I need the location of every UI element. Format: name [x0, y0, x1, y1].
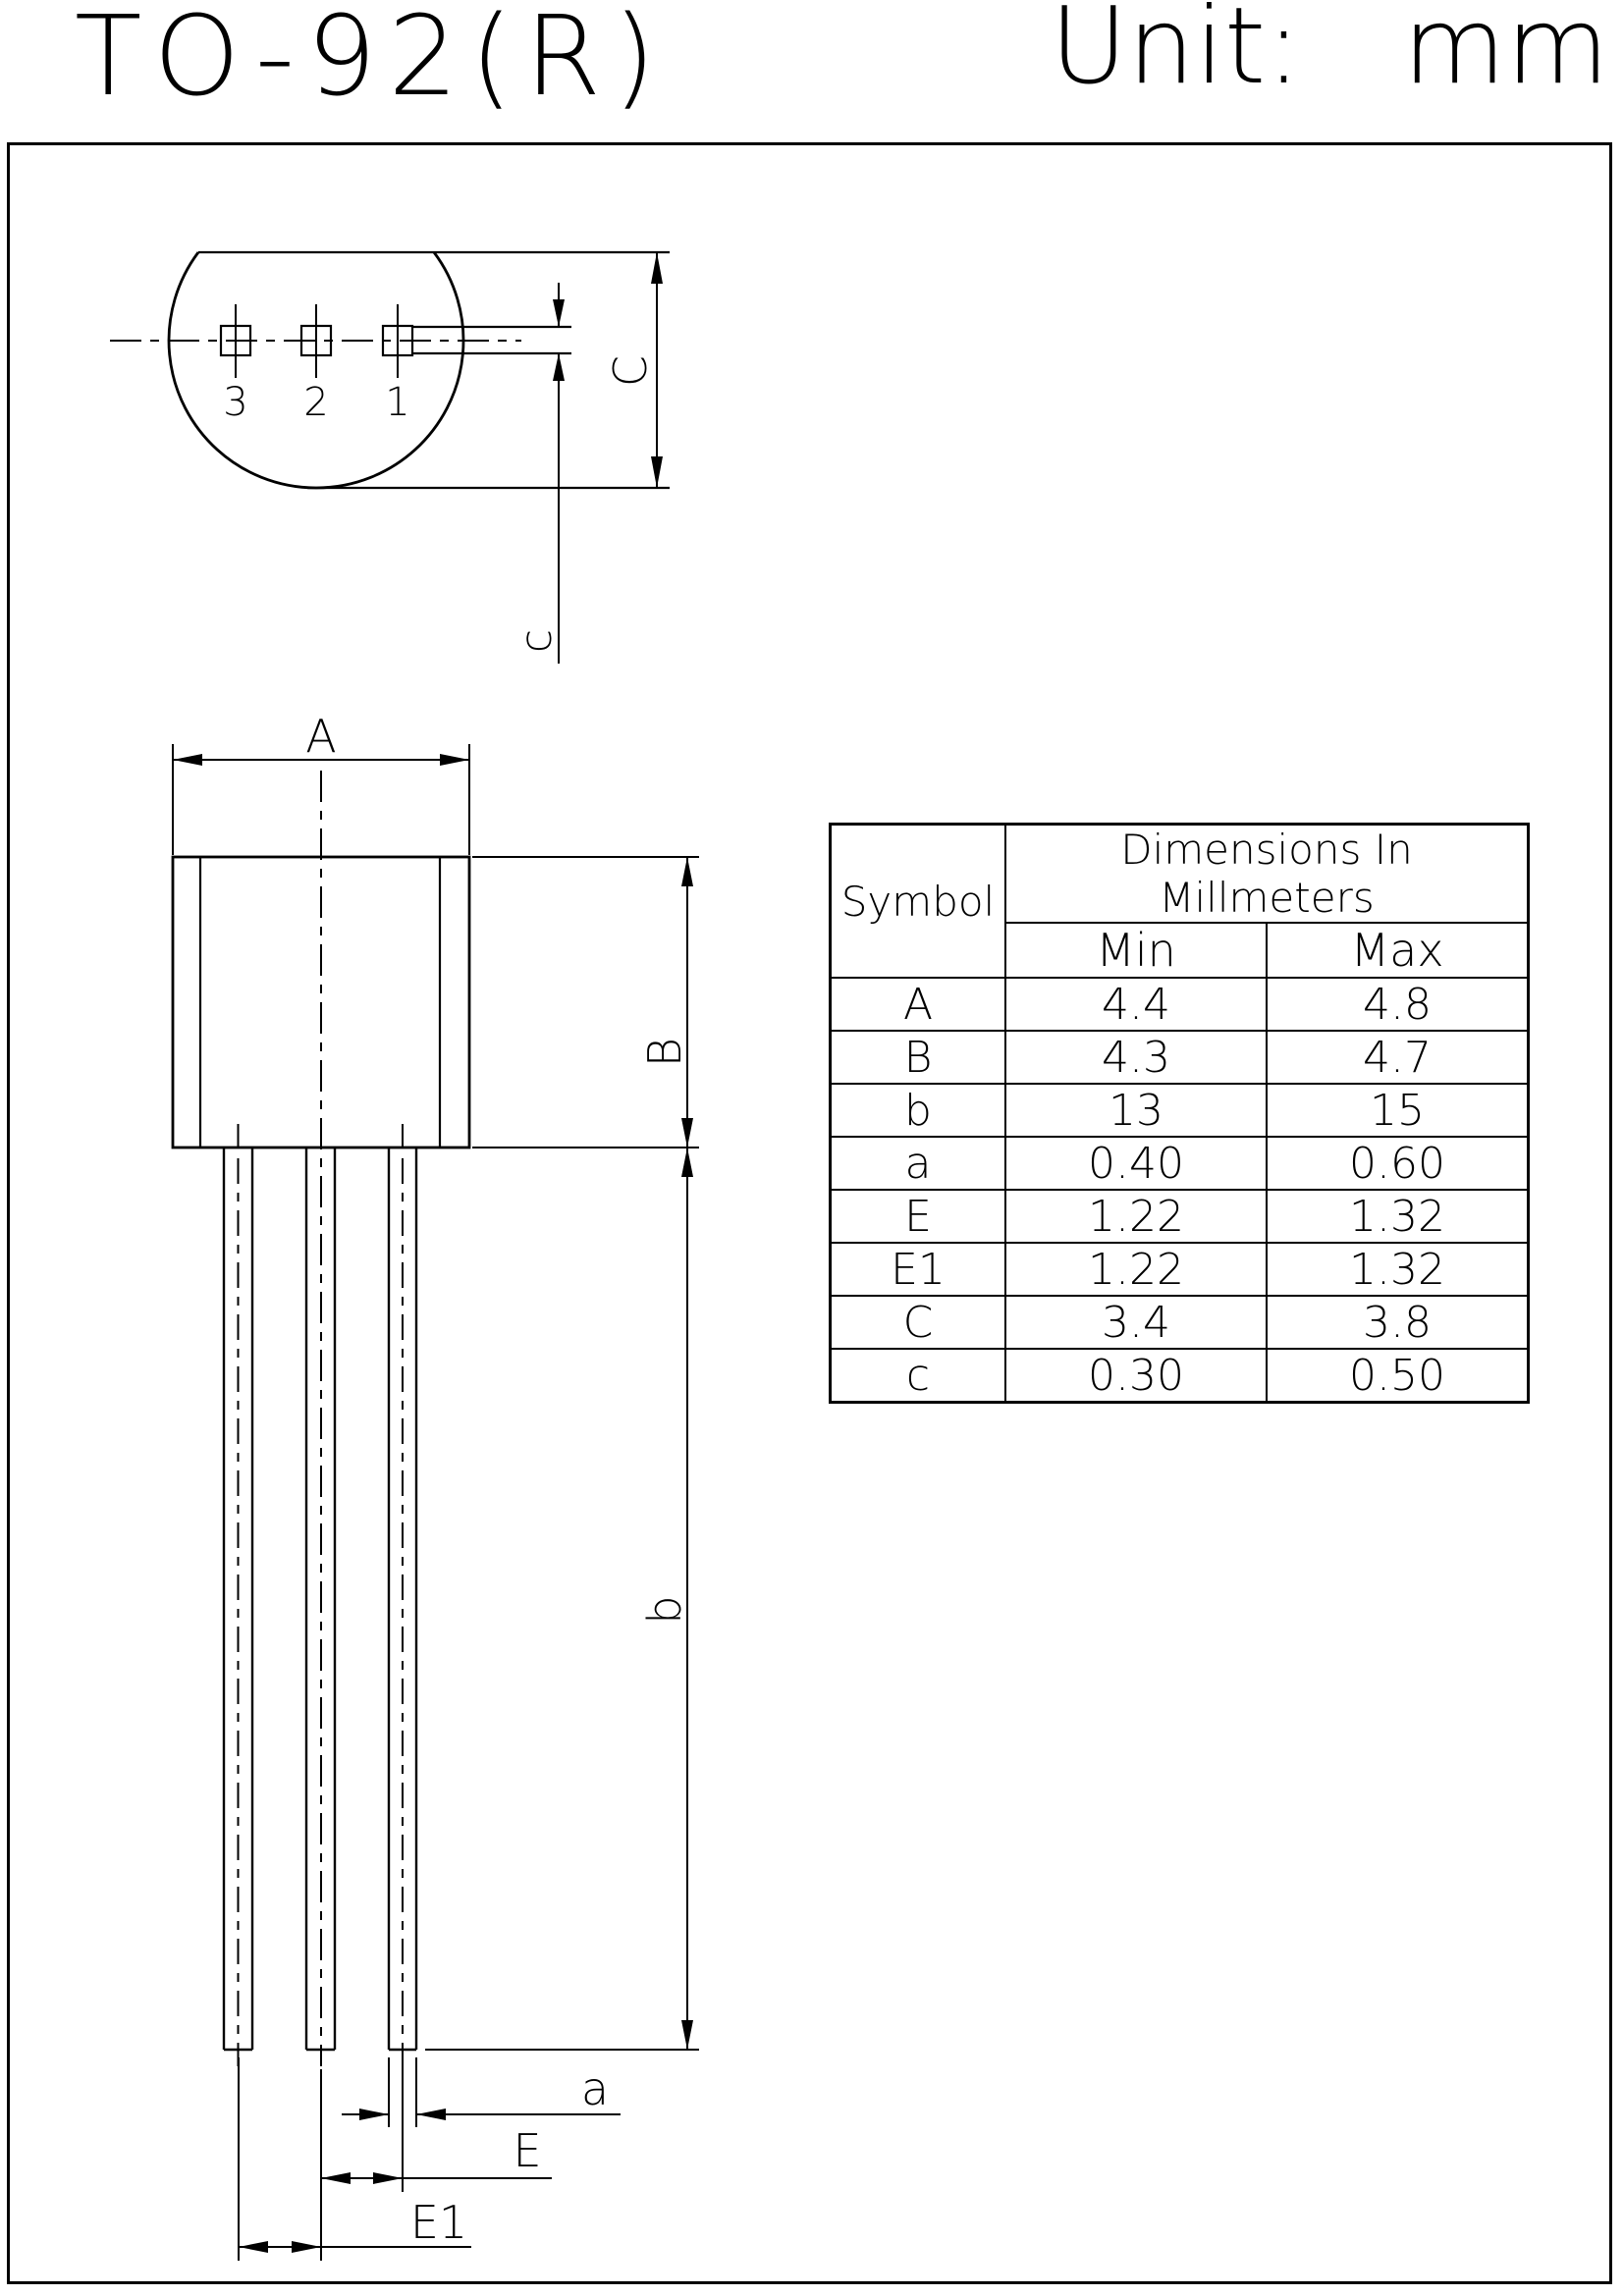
dimension-a: [342, 2057, 621, 2127]
table-header-dimensions: Dimensions In Millmeters: [1005, 825, 1529, 924]
table-header-max: Max: [1267, 923, 1529, 978]
table-row: [831, 1031, 1529, 1084]
max-cell: 0.60: [1267, 1137, 1529, 1190]
table-row: [831, 1349, 1529, 1403]
table-row: [831, 1190, 1529, 1243]
max-cell: 1.32: [1267, 1190, 1529, 1243]
unit-label: Unit: mm: [1050, 0, 1609, 108]
symbol-cell: b: [831, 1084, 1006, 1137]
table-row: [831, 1243, 1529, 1296]
table-header-symbol: Symbol: [831, 825, 1006, 979]
dim-label-C: C: [604, 354, 657, 388]
pin-2-label: 2: [303, 380, 329, 425]
symbol-cell: C: [831, 1296, 1006, 1349]
min-cell: 1.22: [1005, 1243, 1267, 1296]
dimension-B: [472, 857, 699, 1148]
dim-label-E: E: [513, 2124, 542, 2177]
table-row: [831, 1296, 1529, 1349]
top-view: [110, 252, 670, 664]
symbol-cell: B: [831, 1031, 1006, 1084]
min-cell: 4.3: [1005, 1031, 1267, 1084]
lead-1: [389, 1124, 416, 2066]
symbol-cell: a: [831, 1137, 1006, 1190]
symbol-cell: c: [831, 1349, 1006, 1403]
dim-label-B: B: [638, 1037, 691, 1068]
package-title: TO-92(R): [75, 0, 668, 121]
min-cell: 1.22: [1005, 1190, 1267, 1243]
dimension-c: [553, 283, 565, 664]
table-header-min: Min: [1005, 923, 1267, 978]
dim-label-E1: E1: [409, 2196, 468, 2249]
dim-label-A: A: [305, 710, 337, 763]
dimensions-table: [829, 823, 1530, 1404]
front-view: [173, 710, 699, 2261]
symbol-cell: E1: [831, 1243, 1006, 1296]
lead-3: [224, 1124, 252, 2066]
max-cell: 1.32: [1267, 1243, 1529, 1296]
symbol-cell: A: [831, 978, 1006, 1031]
max-cell: 4.7: [1267, 1031, 1529, 1084]
max-cell: 4.8: [1267, 978, 1529, 1031]
table-row: [831, 978, 1529, 1031]
pin-3-label: 3: [223, 380, 248, 425]
symbol-cell: E: [831, 1190, 1006, 1243]
min-cell: 0.30: [1005, 1349, 1267, 1403]
pin-1-label: 1: [385, 380, 410, 425]
min-cell: 3.4: [1005, 1296, 1267, 1349]
table-row: [831, 1137, 1529, 1190]
dim-label-a: a: [580, 2062, 610, 2115]
max-cell: 0.50: [1267, 1349, 1529, 1403]
table-row: [831, 1084, 1529, 1137]
dim-label-b: b: [638, 1595, 691, 1625]
max-cell: 3.8: [1267, 1296, 1529, 1349]
min-cell: 13: [1005, 1084, 1267, 1137]
min-cell: 0.40: [1005, 1137, 1267, 1190]
max-cell: 15: [1267, 1084, 1529, 1137]
min-cell: 4.4: [1005, 978, 1267, 1031]
dim-label-c: c: [512, 628, 562, 654]
